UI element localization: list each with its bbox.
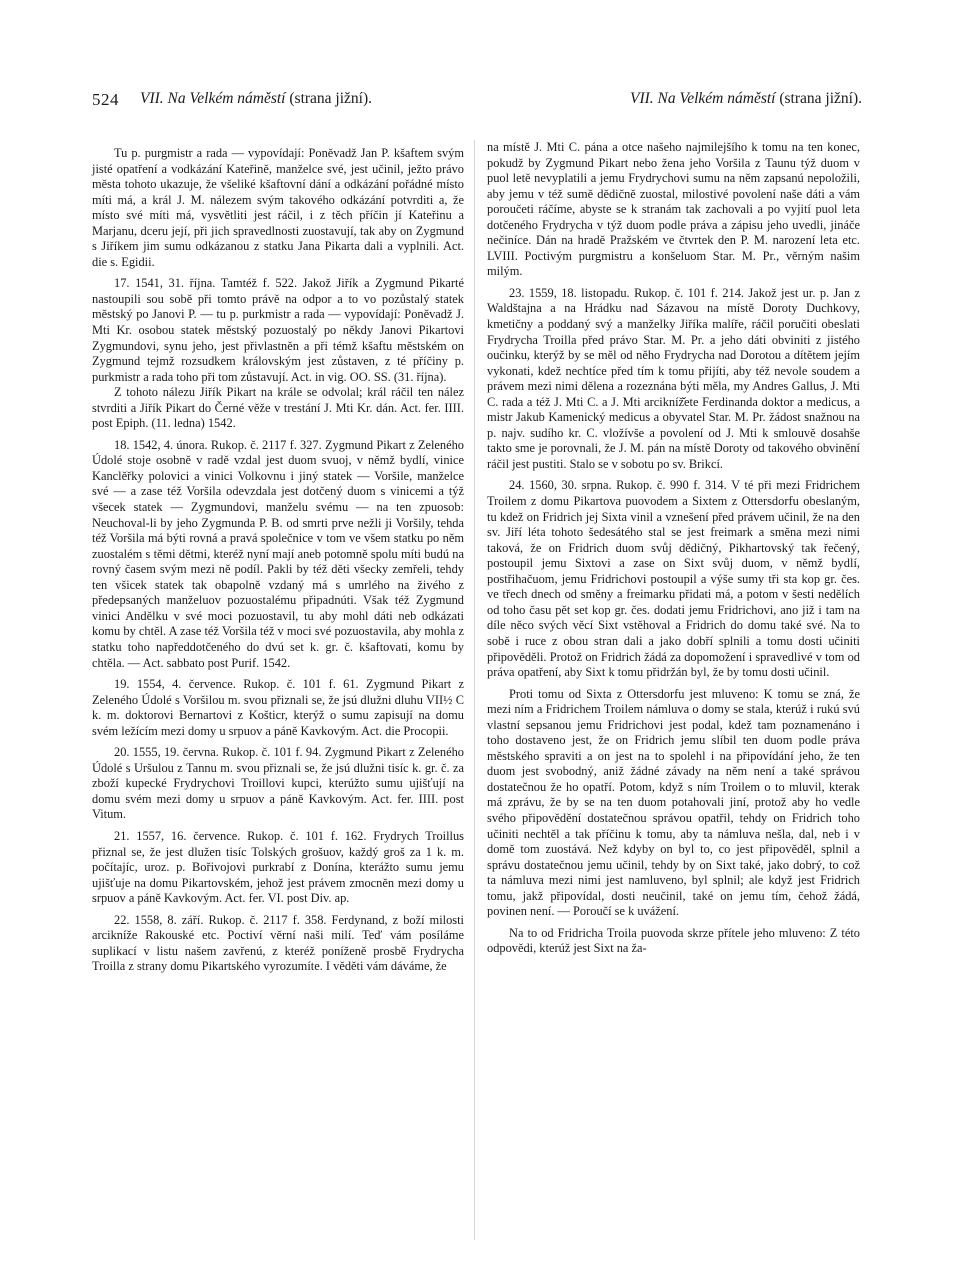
- paragraph: Tu p. purgmistr a rada — vypovídají: Poněvadž Jan P. kšaftem svým jisté opatření a vodkázání Kateřině, manželce své, jest učinil, ježto právo města tohoto ukazuje, že všeliké kšaftovní dání a odkázání pořádné místo míti má, a král J. M. nálezem svým takového odkázání potvrditi a, že místo své míti má, vysvětliti jest ráčil, i z těch příčin jí Kateřinu a Marjanu, dceru její, při jich spravedlnosti zuostavují, tak aby on Zygmund s Jiříkem jim sumu odkázanou z statku Jana Pikarta dali a vyplnili. Act. die s. Egidii.: [92, 146, 464, 269]
- paragraph: 22. 1558, 8. září. Rukop. č. 2117 f. 358. Ferdynand, z boží milosti arcikníže Rakouské etc. Poctiví věrní naši milí. Teď vám posíláme suplikací v listu našem zavřenú, z kteréž poníženě prosbě Frydrycha Troilla z strany domu Pikartského vyrozumíte. I věděti vám dáváme, že: [92, 912, 464, 974]
- paragraph: 19. 1554, 4. července. Rukop. č. 101 f. 61. Zygmund Pikart z Zeleného Údolé s Voršilou m. svou přiznali se, že jsú dlužni dluhu VII½ C k. m. doktorovi Bernartovi z Košticr, kterýž o sumu zapisují na domu svém ležícím mezi domy u srpuov a páně Kavkovým. Act. die Procopii.: [92, 677, 464, 738]
- running-header: [92, 90, 862, 116]
- right-column: [487, 140, 860, 957]
- header-title-right: [630, 90, 862, 108]
- header-title-left-text: VII. Na Velkém náměstí: [140, 90, 286, 107]
- paragraph: 17. 1541, 31. října. Tamtéž f. 522. Jakož Jiřík a Zygmund Pikarté nastoupili sou sobě při tomto právě na odpor a to vo pozůstalý statek městský po Janovi P. — tu p. purkmistr a rada — vypovídají: Poněvadž J. Mti Kr. osobou statek městský pozuostalý po někdy Janovi Pikartovi Zygmundovi, synu jeho, jest přivlastněn a při témž kšaftu městském on Zygmund tejmž rozsudkem královským jest zůstaven, z té příčiny p. purkmistr a rada toho při tom zůstavují. Act. in vig. OO. SS. (31. října).: [92, 276, 464, 384]
- paragraph: Proti tomu od Sixta z Ottersdorfu jest mluveno: K tomu se zná, že mezi ním a Fridrichem Troilem námluva o domy se stala, kterúž i rukú svú vlastní sepsanou jemu Fridrichovi jest podal, kdež tam poznamenáno i toho dostaveno jest, že on Fridrich jemu slíbil ten duom podle práva městského spraviti a on jest na to spolehl i na připovídání jeho, že ten duom jest svobodný, aniž žádné závady na něm není a také správou dostatečnou že ho opatří. Potom, když s ním Troilem o to mluvil, kterak má zprávu, že by se na ten duom potahovali jiní, protož aby ho vedle svého připovědění dostatečnou správou opatřil, tehdy on Fridrich toho učiniti nechtěl a tak příčinu k tomu, aby ta námluva nešla, dal, neb i v domě tom zuostává. Než kdyby on byl to, co jest připověděl, splnil a správu dostatečnou jemu učinil, tehdy by on Sixt také, jako dobrý, to což ta námluva mezi nimi jest namluveno, byl splnil; ale když jest Fridrich tomu, jakž připovídal, dosti neučinil, také on jemu tím, čehož žádá, povinen není. — Poroučí se k uvážení.: [487, 686, 860, 919]
- header-title-left: [140, 90, 372, 108]
- header-title-right-text: VII. Na Velkém náměstí: [629, 90, 776, 107]
- paragraph: 20. 1555, 19. června. Rukop. č. 101 f. 94. Zygmund Pikart z Zeleného Údolé s Uršulou z Tannu m. svou přiznali se, že jsú dlužni tisíc k. gr. č. za zboží kupecké Frydrychovi Troillovi kupci, kterúžto sumu ujišťují na domu svém mezi domy u srpuov a páně Kavkovým. Act. fer. IIII. post Vitum.: [92, 745, 464, 822]
- paragraph: 23. 1559, 18. listopadu. Rukop. č. 101 f. 214. Jakož jest ur. p. Jan z Waldštajna a na Hrádku nad Sázavou na místě Doroty Duchkovy, kmetičny a poddaný svý a manželky Jiříka malíře, ráčil poručiti obeslati Frydrycha Troilla před právo Star. M. Pr. a jeho dáti obviniti z jistého oučinku, kterýž by se měl od něho Frydrycha nad Dorotou a dítětem jejím vykonati, kdež nechtíce před tím k tomu přijíti, aby též nevole soudem a právem mezi nimi dělena a rozeznána býti měla, my Andres Gallus, J. Mti C. rada a též J. Mti C. a J. Mti arcikníž̌ete Ferdinanda doktor a medicus, a mistr Jakub Kamenický medicus a obyvatel Star. M. Pr. žádost snažnou na p. najv. sudího kr. C. vložívše a povolení od J. Mti k smlouvě dosahše takto sme je porovnali, že J. M. pán na místě Doroty od takového obvinění ráčil jest pustiti. Stalo se v sobotu po sv. Brikcí.: [487, 285, 860, 471]
- paragraph: Na to od Fridricha Troila puovoda skrze přítele jeho mluveno: Z této odpovědi, kterúž jest Sixt na ža-: [487, 925, 860, 956]
- column-divider: [474, 140, 475, 1240]
- paragraph: 21. 1557, 16. července. Rukop. č. 101 f. 162. Frydrych Troillus přiznal se, že jest dlužen tisíc Tolských grošuov, každý groš za 1 k. m. počítajíc, uroz. p. Bořivojovi purkrabí z Donína, kterážto sumu jemu ujišťuje na domu Pikartovském, jehož jest právem zmocněn mezi domy u srpuov a páně Kavkovým. Act. fer. VI. post Div. ap.: [92, 828, 464, 906]
- paragraph: na místě J. Mti C. pána a otce našeho najmilejšího k tomu na ten konec, pokudž by Zygmund Pikart nebo žena jeho Voršila z Taunu týž duom v puol letě nevyplatili a jemu Frydrychovi sumu na něm zapsanú nepoložili, aby jemu v též sumě dědičně zuostal, milostivé povolení naše dáti a vám poroučeti ráčíme, abyste se k stranám tak zachovali a po vyjití puol leta dotčeného Frydrycha v týž duom podle práva a zápisu jeho uvedli, jináče nečiníce. Dán na hradě Pražském ve čtvrtek den P. M. narození leta etc. LVIII. Poctivým purgmistru a konšeluom Star. M. Pr., věrným našim milým.: [487, 140, 860, 279]
- left-column: [92, 140, 464, 975]
- paragraph: Z tohoto nálezu Jiřík Pikart na krále se odvolal; král ráčil ten nález stvrditi a Jiřík Pikart do Černé věže v trestání J. Mti Kr. dán. Act. fer. IIII. post Epiph. (11. ledna) 1542.: [92, 385, 464, 431]
- paragraph: 24. 1560, 30. srpna. Rukop. č. 990 f. 314. V té při mezi Fridrichem Troilem z domu Pikartova puovodem a Sixtem z Ottersdorfu obeslaným, tu kdež on Fridrich jej Sixta vinil a vznešení před právem učinil, že na den sv. Jiří léta tohoto šedesátého stal se jest freimark a směna mezi nimi taková, že on Fridrich duom svůj dědičný, Pikhartovský tak řečený, postoupil jemu Sixtovi a zase on Sixt svůj duom, v němž bydlí, postřihačuom, jemu Fridrichovi postoupil a výše sumy tři sta kop gr. čes. ve třech dnech od směny a freimarku přidati má, a potom v šesti nedělích od toho času pět set kop gr. čes. dodati jemu Fridrichovi, ano již i tam na díle něco svých věcí Sixt vstěhoval a Fridrich do domu také své. Na to sobě i ruce z obou stran dali a jako dobří splnili a tomu dosti učiniti připověděli. Protož on Fridrich žádá za dopomožení i spravedlivé v tom od práva opatření, aby Sixt k tomu přidržán byl, že by tomu dosti učinil.: [487, 478, 860, 680]
- header-note-right: (strana jižní).: [779, 90, 862, 107]
- page-number: 524: [92, 90, 119, 109]
- header-note-left: (strana jižní).: [289, 90, 373, 107]
- paragraph: 18. 1542, 4. února. Rukop. č. 2117 f. 327. Zygmund Pikart z Zeleného Údolé stoje osobně v radě vzdal jest duom svuoj, v němž bydlí, vinice Kanclěřky polovici a vinici Volkovnu i jiný statek — Voršile, manželce své — a zase též Voršila odevzdala jest dotčený duom s vinicemi a týž všecek statek — Zygmundovi, manželu svému — na ten zpuosob: Neuchoval-li by jeho Zygmunda P. B. od smrti prve nežli ji Voršily, tehda též Voršila má býti rovná a pravá společnice v tom ve všem statku po něm zuostalém s těmi dětmi, kteréž nyní mají aneb potomně spolu míti budú na rovný časem svým mezi ně podíl. Pakli by též děti všecky zemřeli, tehdy ten všicek statek tak obapolně vzdaný má s umrlého na živého z předepsaných manželuov pozuostalému připadnúti. Však též Zygmund vinici Andělku v své moci pozuostavil, tu aby mohl dáti neb odkázati komu by chtěl. A zase též Voršila též v moci své pozuostavila, aby mohla z statku toho napředdotčeného do dvú set k. gr. č. kšaftovati, komu by chtěla. — Act. sabbato post Purif. 1542.: [92, 437, 464, 670]
